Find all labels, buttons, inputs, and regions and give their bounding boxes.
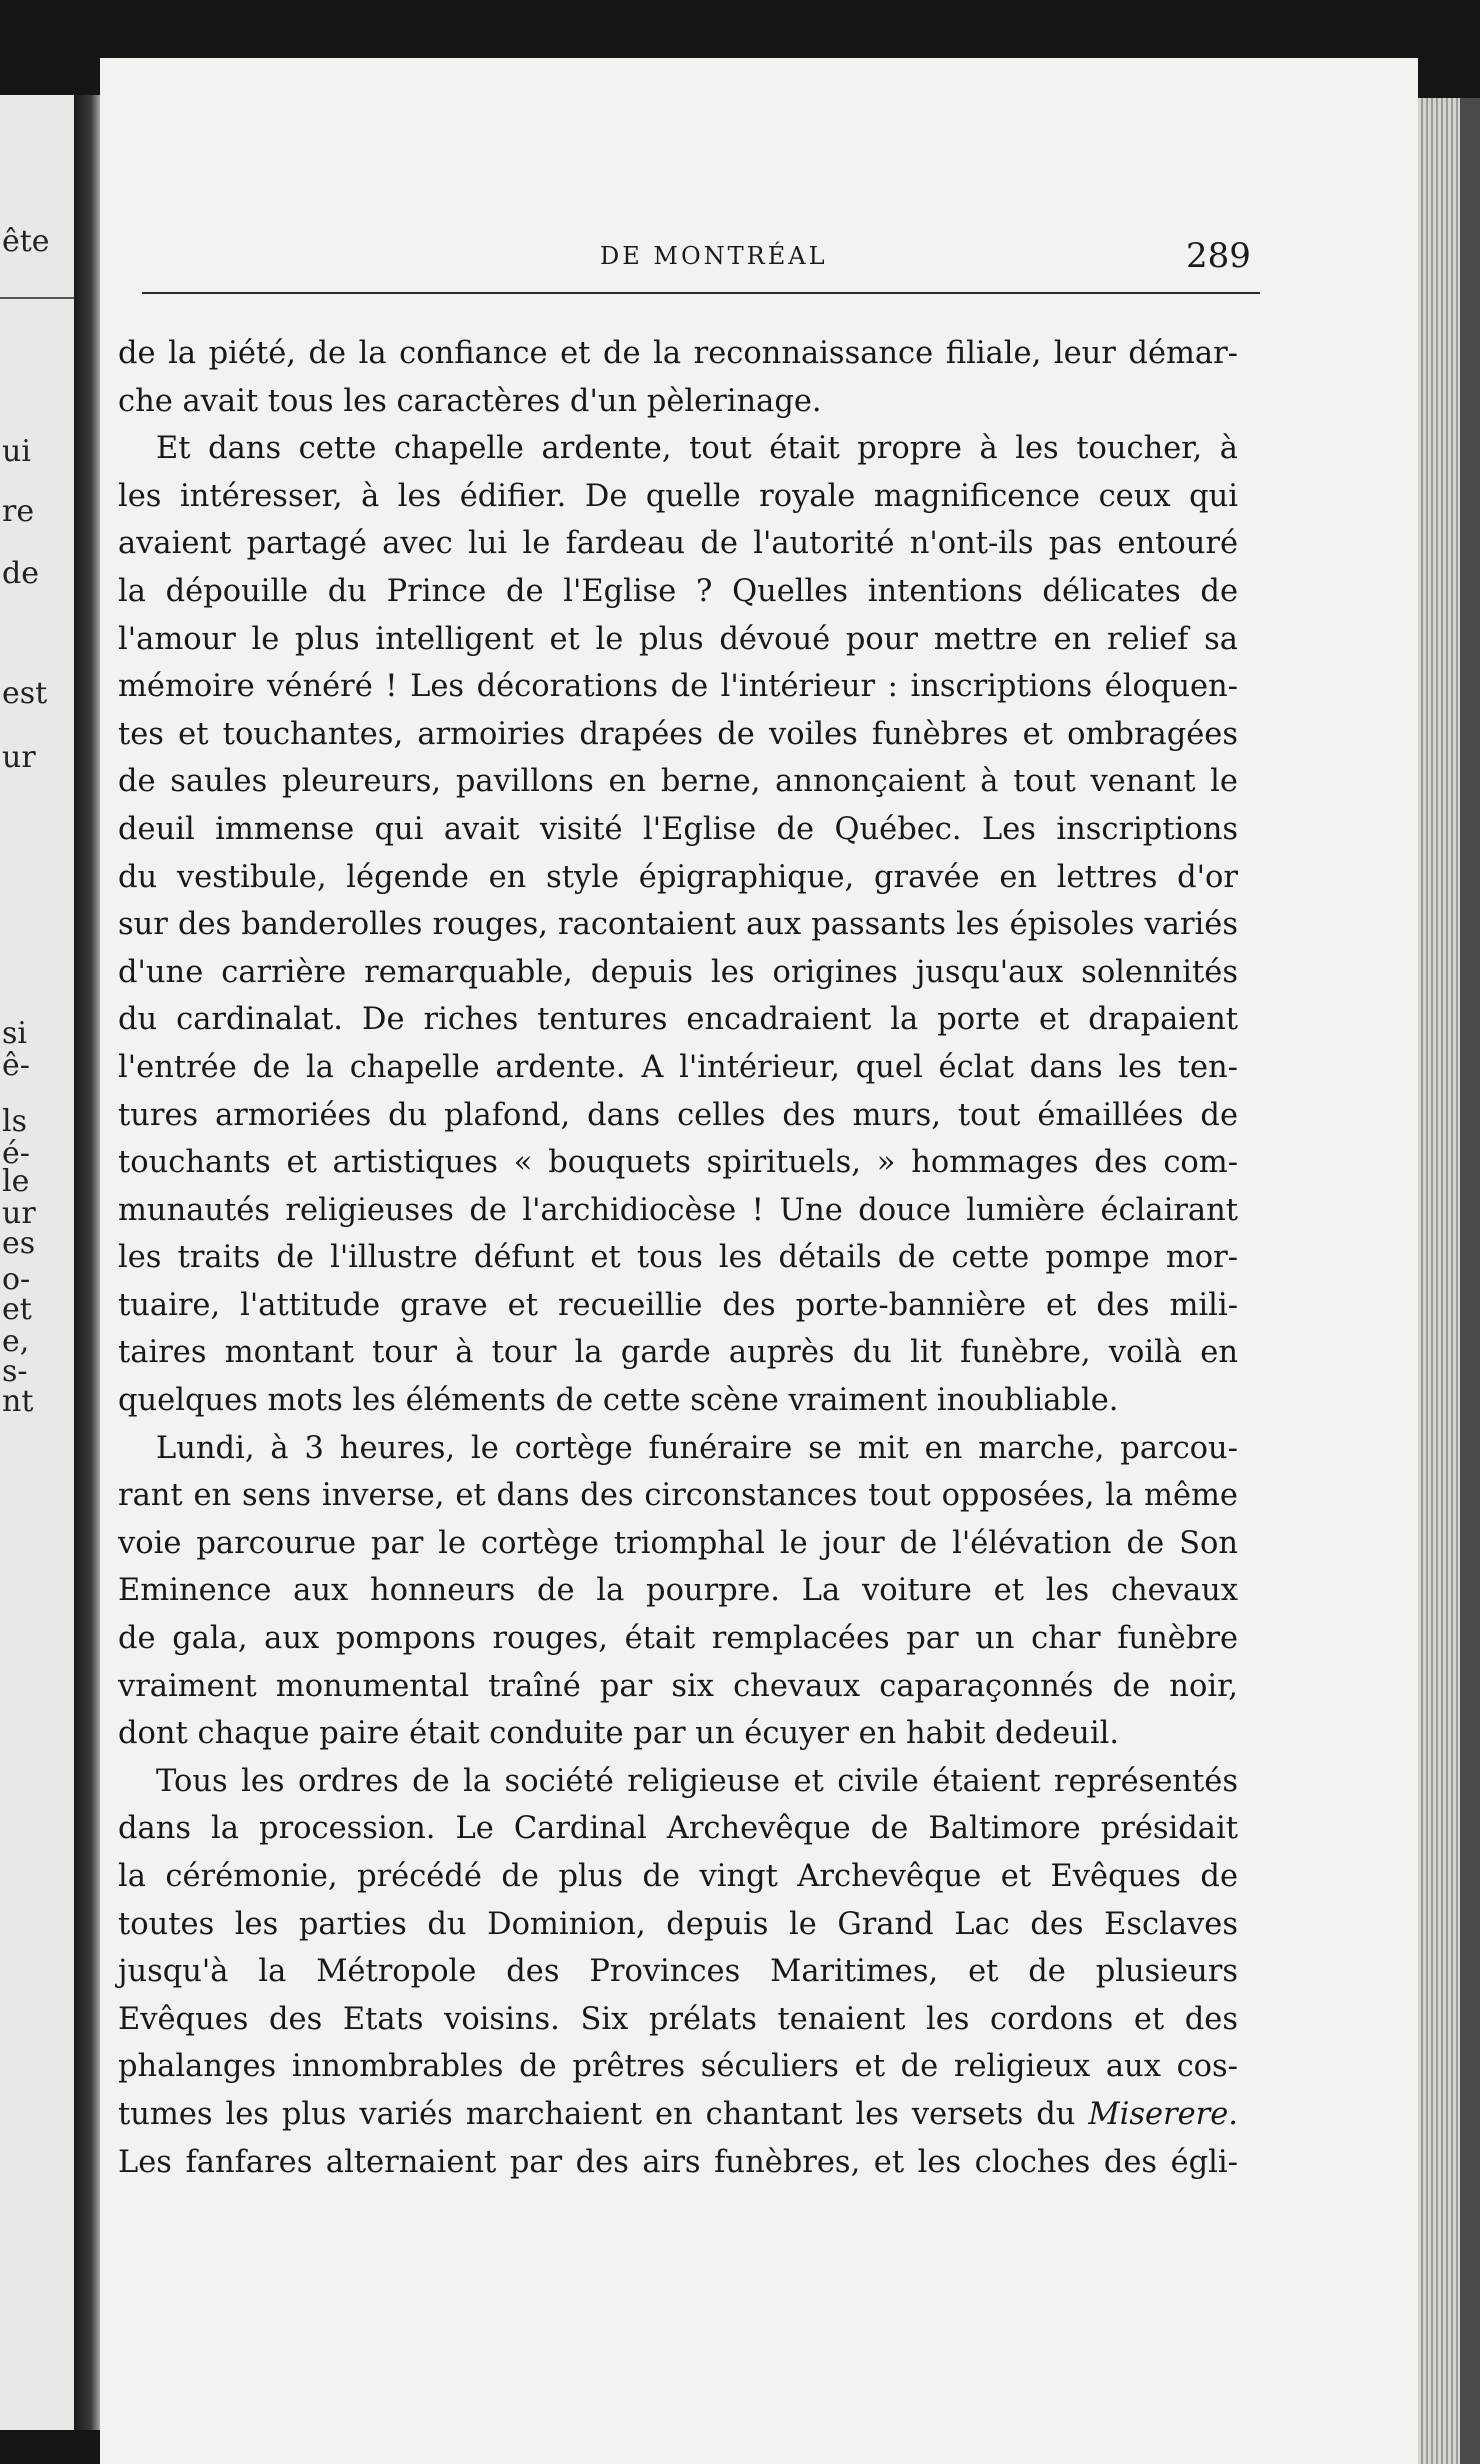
text-line bbox=[118, 1901, 1238, 1949]
left-page bbox=[0, 95, 74, 2430]
left-page-fragment: ur bbox=[2, 1196, 36, 1231]
text-line-content: Eminence aux honneurs de la pourpre. La voiture et les chevaux bbox=[118, 1573, 1238, 1609]
text-line-content: jusqu'à la Métropole des Provinces Maritimes, et de plusieurs bbox=[118, 1954, 1238, 1990]
text-line-content: du cardinalat. De riches tentures encadraient la porte et drapaient bbox=[118, 1002, 1238, 1038]
book-cover-edge bbox=[1460, 98, 1480, 2464]
text-line bbox=[118, 1139, 1238, 1187]
text-line-content: Et dans cette chapelle ardente, tout était propre à les toucher, à bbox=[156, 431, 1238, 467]
left-page-fragment: ui bbox=[2, 434, 31, 469]
text-line bbox=[118, 1567, 1238, 1615]
text-line-content: vraiment monumental traîné par six chevaux caparaçonnés de noir, bbox=[118, 1668, 1238, 1704]
text-line bbox=[118, 1044, 1238, 1092]
left-page-fragment: ête bbox=[2, 224, 50, 259]
text-line bbox=[118, 1996, 1238, 2044]
text-line-content: la cérémonie, précédé de plus de vingt Archevêque et Evêques de bbox=[118, 1859, 1238, 1894]
text-line bbox=[118, 1615, 1238, 1663]
text-line bbox=[118, 1805, 1238, 1853]
left-page-fragment: et bbox=[2, 1292, 32, 1327]
left-page-fragment: re bbox=[2, 494, 35, 529]
text-line-content: taires montant tour à tour la garde auprès du lit funèbre, voilà en bbox=[118, 1335, 1238, 1371]
left-page-rule bbox=[0, 297, 74, 299]
text-line bbox=[118, 473, 1238, 521]
text-line-content: tures armoriées du plafond, dans celles des murs, tout émaillées de bbox=[118, 1097, 1238, 1133]
text-line bbox=[118, 1234, 1238, 1282]
left-page-fragment: est bbox=[2, 676, 48, 711]
text-line-content: de gala, aux pompons rouges, était remplacées par un char funèbre bbox=[118, 1621, 1238, 1657]
left-page-fragment: é- bbox=[2, 1136, 30, 1171]
text-line-content: sur des banderolles rouges, racontaient aux passants les épisoles variés bbox=[118, 907, 1238, 943]
text-line bbox=[118, 1329, 1238, 1377]
text-line bbox=[118, 854, 1238, 902]
text-line-content: l'amour le plus intelligent et le plus dévoué pour mettre en relief sa bbox=[118, 621, 1238, 657]
text-line bbox=[118, 1948, 1238, 1996]
text-line bbox=[118, 663, 1238, 711]
text-line bbox=[118, 1853, 1238, 1901]
text-line-content: du vestibule, légende en style épigraphique, gravée en lettres d'or bbox=[118, 859, 1238, 895]
text-line-content: voie parcourue par le cortège triomphal le jour de l'élévation de Son bbox=[118, 1525, 1238, 1561]
text-line bbox=[118, 568, 1238, 616]
text-line bbox=[118, 1377, 1238, 1425]
text-line bbox=[118, 1710, 1238, 1758]
book-gutter bbox=[74, 95, 102, 2430]
text-line-content: Evêques des Etats voisins. Six prélats tenaient les cordons et des bbox=[118, 2001, 1238, 2037]
text-line bbox=[118, 1758, 1238, 1806]
text-line bbox=[118, 1092, 1238, 1140]
left-page-fragment: es bbox=[2, 1226, 36, 1261]
left-page-fragment: de bbox=[2, 556, 39, 591]
text-line-content: avaient partagé avec lui le fardeau de l'autorité n'ont-ils pas entouré bbox=[118, 526, 1238, 562]
text-line bbox=[118, 758, 1238, 806]
text-line-content: touchants et artistiques « bouquets spirituels, » hommages des com- bbox=[118, 1145, 1238, 1181]
text-line bbox=[118, 330, 1238, 378]
text-line-content: de saules pleureurs, pavillons en berne, annonçaient à tout venant le bbox=[118, 764, 1238, 800]
text-line-content: Tous les ordres de la société religieuse et civile étaient représentés bbox=[156, 1763, 1238, 1799]
text-line bbox=[118, 1520, 1238, 1568]
italic-word: Miserere. bbox=[1088, 2096, 1238, 2132]
text-line-content: mémoire vénéré ! Les décorations de l'intérieur : inscriptions éloquen- bbox=[118, 669, 1238, 705]
text-line-content: tuaire, l'attitude grave et recueillie des porte-bannière et des mili- bbox=[118, 1287, 1238, 1323]
text-line bbox=[118, 2139, 1238, 2187]
left-page-fragment: si bbox=[2, 1016, 27, 1051]
text-line bbox=[118, 1663, 1238, 1711]
text-line-content: tumes les plus variés marchaient en chantant les versets du bbox=[118, 2096, 1089, 2132]
text-line bbox=[118, 806, 1238, 854]
left-page-fragment: o- bbox=[2, 1262, 31, 1297]
text-line bbox=[118, 901, 1238, 949]
page-stack-edge bbox=[1418, 98, 1460, 2464]
page-number: 289 bbox=[1186, 236, 1251, 276]
text-line bbox=[118, 1282, 1238, 1330]
text-line-content: dont chaque paire était conduite par un écuyer en habit dedeuil. bbox=[118, 1716, 1120, 1752]
text-line-content: dans la procession. Le Cardinal Archevêque de Baltimore présidait bbox=[118, 1811, 1238, 1847]
text-line-content: Lundi, à 3 heures, le cortège funéraire se mit en marche, parcou- bbox=[156, 1430, 1238, 1466]
text-line bbox=[118, 949, 1238, 997]
text-line-content: toutes les parties du Dominion, depuis le Grand Lac des Esclaves bbox=[118, 1906, 1238, 1942]
text-line-content: deuil immense qui avait visité l'Eglise de Québec. Les inscriptions bbox=[118, 811, 1238, 847]
text-line bbox=[118, 378, 1238, 426]
text-line-content: phalanges innombrables de prêtres séculiers et de religieux aux cos- bbox=[118, 2049, 1238, 2085]
text-line-content: d'une carrière remarquable, depuis les origines jusqu'aux solennités bbox=[118, 954, 1238, 990]
text-line-content: quelques mots les éléments de cette scène vraiment inoubliable. bbox=[118, 1383, 1119, 1419]
left-page-fragment: s- bbox=[2, 1354, 28, 1389]
text-line bbox=[118, 711, 1238, 759]
text-line bbox=[118, 425, 1238, 473]
header-rule bbox=[142, 292, 1260, 294]
text-line bbox=[118, 2091, 1238, 2139]
body-text bbox=[118, 330, 1238, 2186]
text-line-content: che avait tous les caractères d'un pèlerinage. bbox=[118, 383, 822, 419]
running-title: DE MONTRÉAL bbox=[600, 242, 828, 270]
text-line-content: rant en sens inverse, et dans des circonstances tout opposées, la même bbox=[118, 1478, 1238, 1514]
text-line-content: les intéresser, à les édifier. De quelle royale magnificence ceux qui bbox=[118, 478, 1238, 514]
text-line bbox=[118, 2043, 1238, 2091]
text-line-content: tes et touchantes, armoiries drapées de voiles funèbres et ombragées bbox=[118, 716, 1238, 752]
text-line-content: la dépouille du Prince de l'Eglise ? Quelles intentions délicates de bbox=[118, 573, 1238, 609]
left-page-fragment: e, bbox=[2, 1324, 30, 1359]
text-line bbox=[118, 616, 1238, 664]
text-line-content: Les fanfares alternaient par des airs funèbres, et les cloches des égli- bbox=[118, 2144, 1238, 2180]
text-line bbox=[118, 520, 1238, 568]
left-page-fragment: le bbox=[2, 1164, 30, 1199]
text-line-content: munautés religieuses de l'archidiocèse ! Une douce lumière éclairant bbox=[118, 1192, 1238, 1228]
left-page-fragment: nt bbox=[2, 1384, 34, 1419]
text-line-content: l'entrée de la chapelle ardente. A l'intérieur, quel éclat dans les ten- bbox=[118, 1049, 1238, 1085]
text-line bbox=[118, 1425, 1238, 1473]
left-page-fragment: ur bbox=[2, 740, 36, 775]
text-line bbox=[118, 1472, 1238, 1520]
left-page-fragment: ê- bbox=[2, 1048, 30, 1083]
text-line-content: les traits de l'illustre défunt et tous les détails de cette pompe mor- bbox=[118, 1240, 1238, 1276]
text-line-content: de la piété, de la confiance et de la reconnaissance filiale, leur démar- bbox=[118, 336, 1238, 371]
text-line bbox=[118, 996, 1238, 1044]
left-page-fragment: ls bbox=[2, 1104, 27, 1139]
text-line bbox=[118, 1187, 1238, 1235]
